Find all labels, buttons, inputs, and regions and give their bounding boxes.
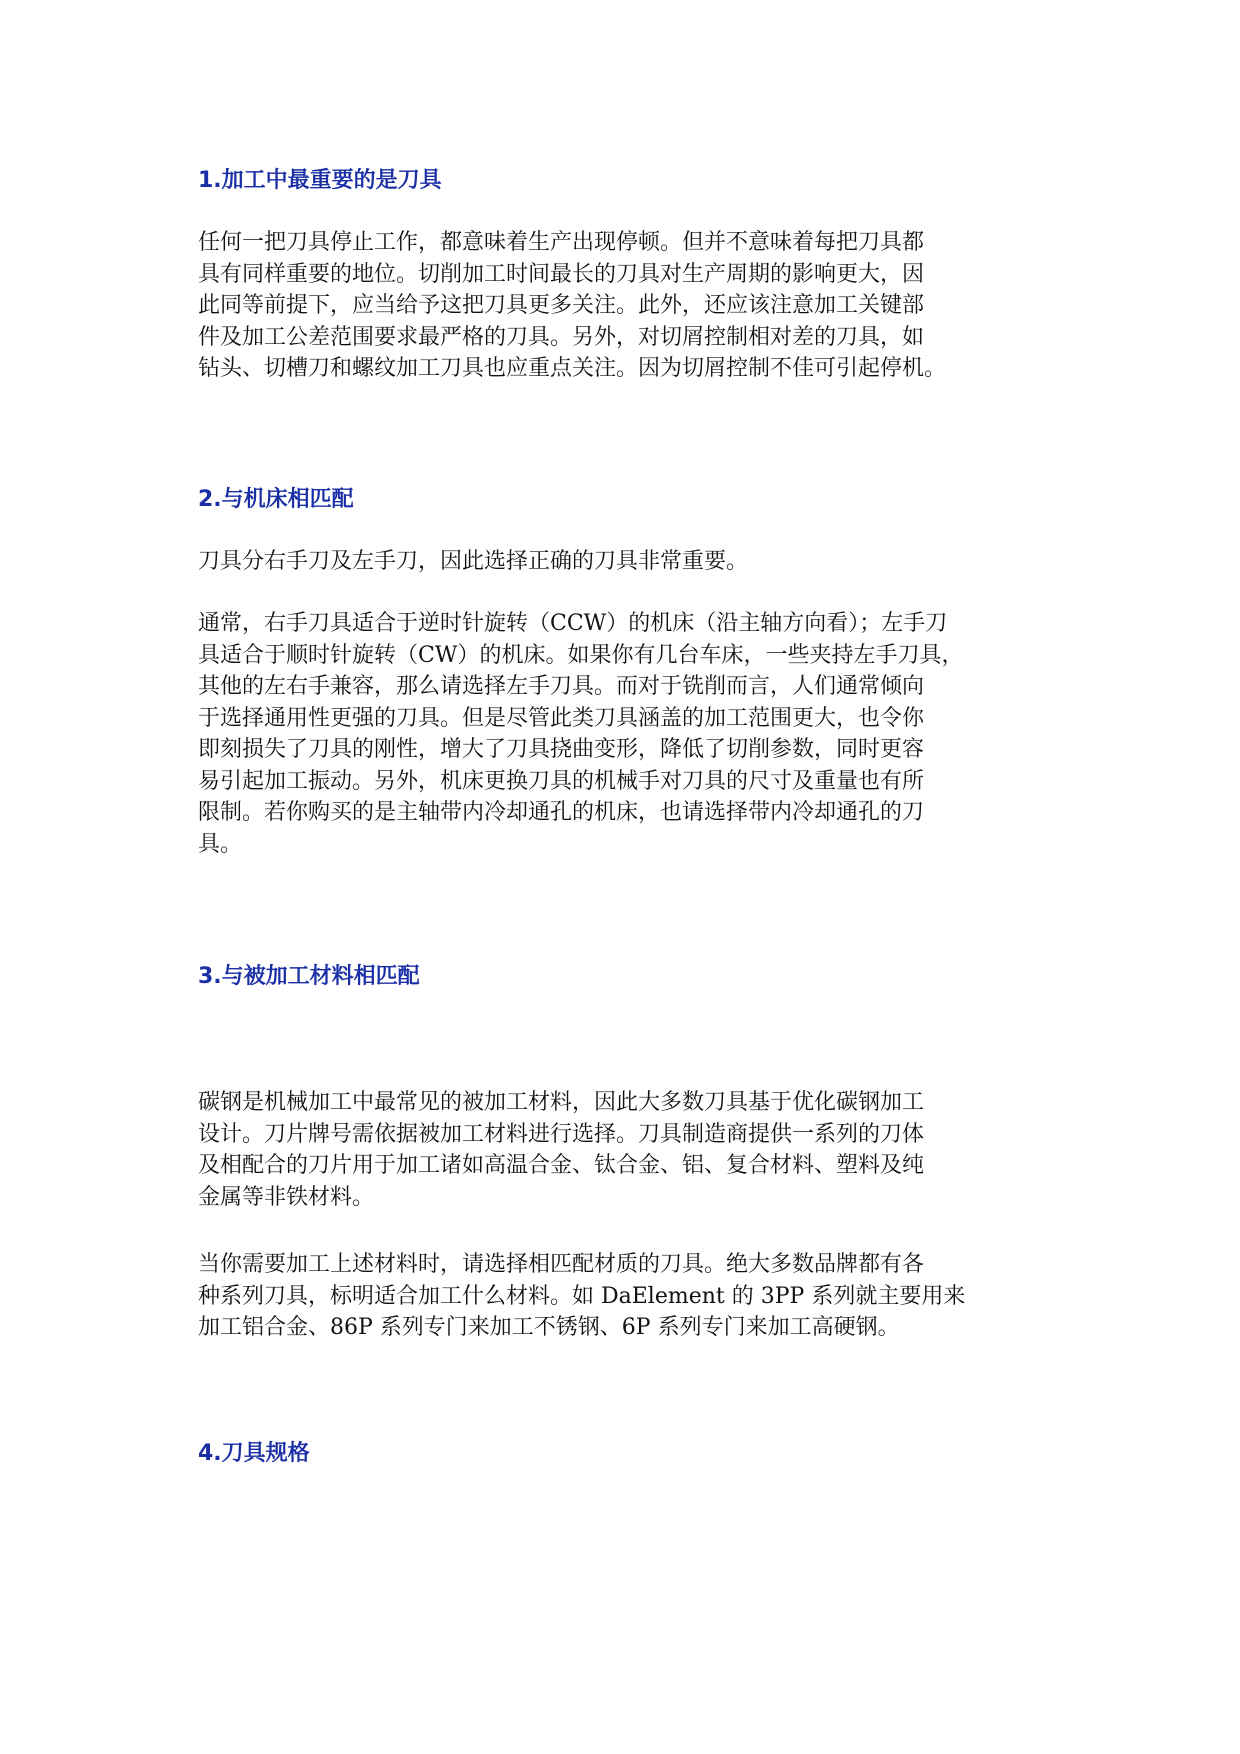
text-line: 及相配合的刀片用于加工诸如高温合金、钛合金、铝、复合材料、塑料及纯 <box>198 1153 925 1178</box>
section-1-heading: 1.加工中最重要的是刀具 <box>198 168 442 193</box>
text-line: 具有同样重要的地位。切削加工时间最长的刀具对生产周期的影响更大，因 <box>198 261 925 287</box>
text-line: 刀具分右手刀及左手刀，因此选择正确的刀具非常重要。 <box>198 549 749 574</box>
text-line: 金属等非铁材料。 <box>198 1184 375 1210</box>
text-line: 碳钢是机械加工中最常见的被加工材料，因此大多数刀具基于优化碳钢加工 <box>198 1090 925 1115</box>
text-line: 此同等前提下，应当给予这把刀具更多关注。此外，还应该注意加工关键部 <box>198 293 925 318</box>
text-line: 当你需要加工上述材料时，请选择相匹配材质的刀具。绝大多数品牌都有各 <box>198 1252 925 1277</box>
section-3-paragraph-1 <box>198 1087 1038 1213</box>
text-line: 种系列刀具，标明适合加工什么材料。如 DaElement 的 3PP 系列就主要用来 <box>198 1283 966 1309</box>
section-2-paragraph-2 <box>198 608 1038 860</box>
text-line: 易引起加工振动。另外，机床更换刀具的机械手对刀具的尺寸及重量也有所 <box>198 768 925 794</box>
text-line: 任何一把刀具停止工作，都意味着生产出现停顿。但并不意味着每把刀具都 <box>198 230 925 255</box>
section-1-paragraph-1 <box>198 227 1038 385</box>
section-2-paragraph-1 <box>198 546 1038 578</box>
section-3-paragraph-2 <box>198 1249 1038 1344</box>
text-line: 具。 <box>198 831 243 857</box>
text-line: 加工铝合金、86P 系列专门来加工不锈钢、6P 系列专门来加工高硬钢。 <box>198 1315 900 1340</box>
text-line: 通常，右手刀具适合于逆时针旋转（CCW）的机床（沿主轴方向看）；左手刀 <box>198 611 948 636</box>
text-line: 于选择通用性更强的刀具。但是尽管此类刀具涵盖的加工范围更大，也令你 <box>198 705 925 731</box>
section-2-heading: 2.与机床相匹配 <box>198 487 354 512</box>
text-line: 钻头、切槽刀和螺纹加工刀具也应重点关注。因为切屑控制不佳可引起停机。 <box>198 356 947 381</box>
text-line: 具适合于顺时针旋转（CW）的机床。如果你有几台车床，一些夹持左手刀具， <box>198 642 964 668</box>
section-4-heading: 4.刀具规格 <box>198 1441 310 1466</box>
text-line: 件及加工公差范围要求最严格的刀具。另外，对切屑控制相对差的刀具，如 <box>198 324 925 350</box>
section-3-heading: 3.与被加工材料相匹配 <box>198 964 420 989</box>
text-line: 限制。若你购买的是主轴带内冷却通孔的机床，也请选择带内冷却通孔的刀 <box>198 800 925 825</box>
text-line: 其他的左右手兼容，那么请选择左手刀具。而对于铣削而言，人们通常倾向 <box>198 674 925 699</box>
text-line: 即刻损失了刀具的刚性，增大了刀具挠曲变形，降低了切削参数，同时更容 <box>198 737 925 762</box>
text-line: 设计。刀片牌号需依据被加工材料进行选择。刀具制造商提供一系列的刀体 <box>198 1121 925 1147</box>
